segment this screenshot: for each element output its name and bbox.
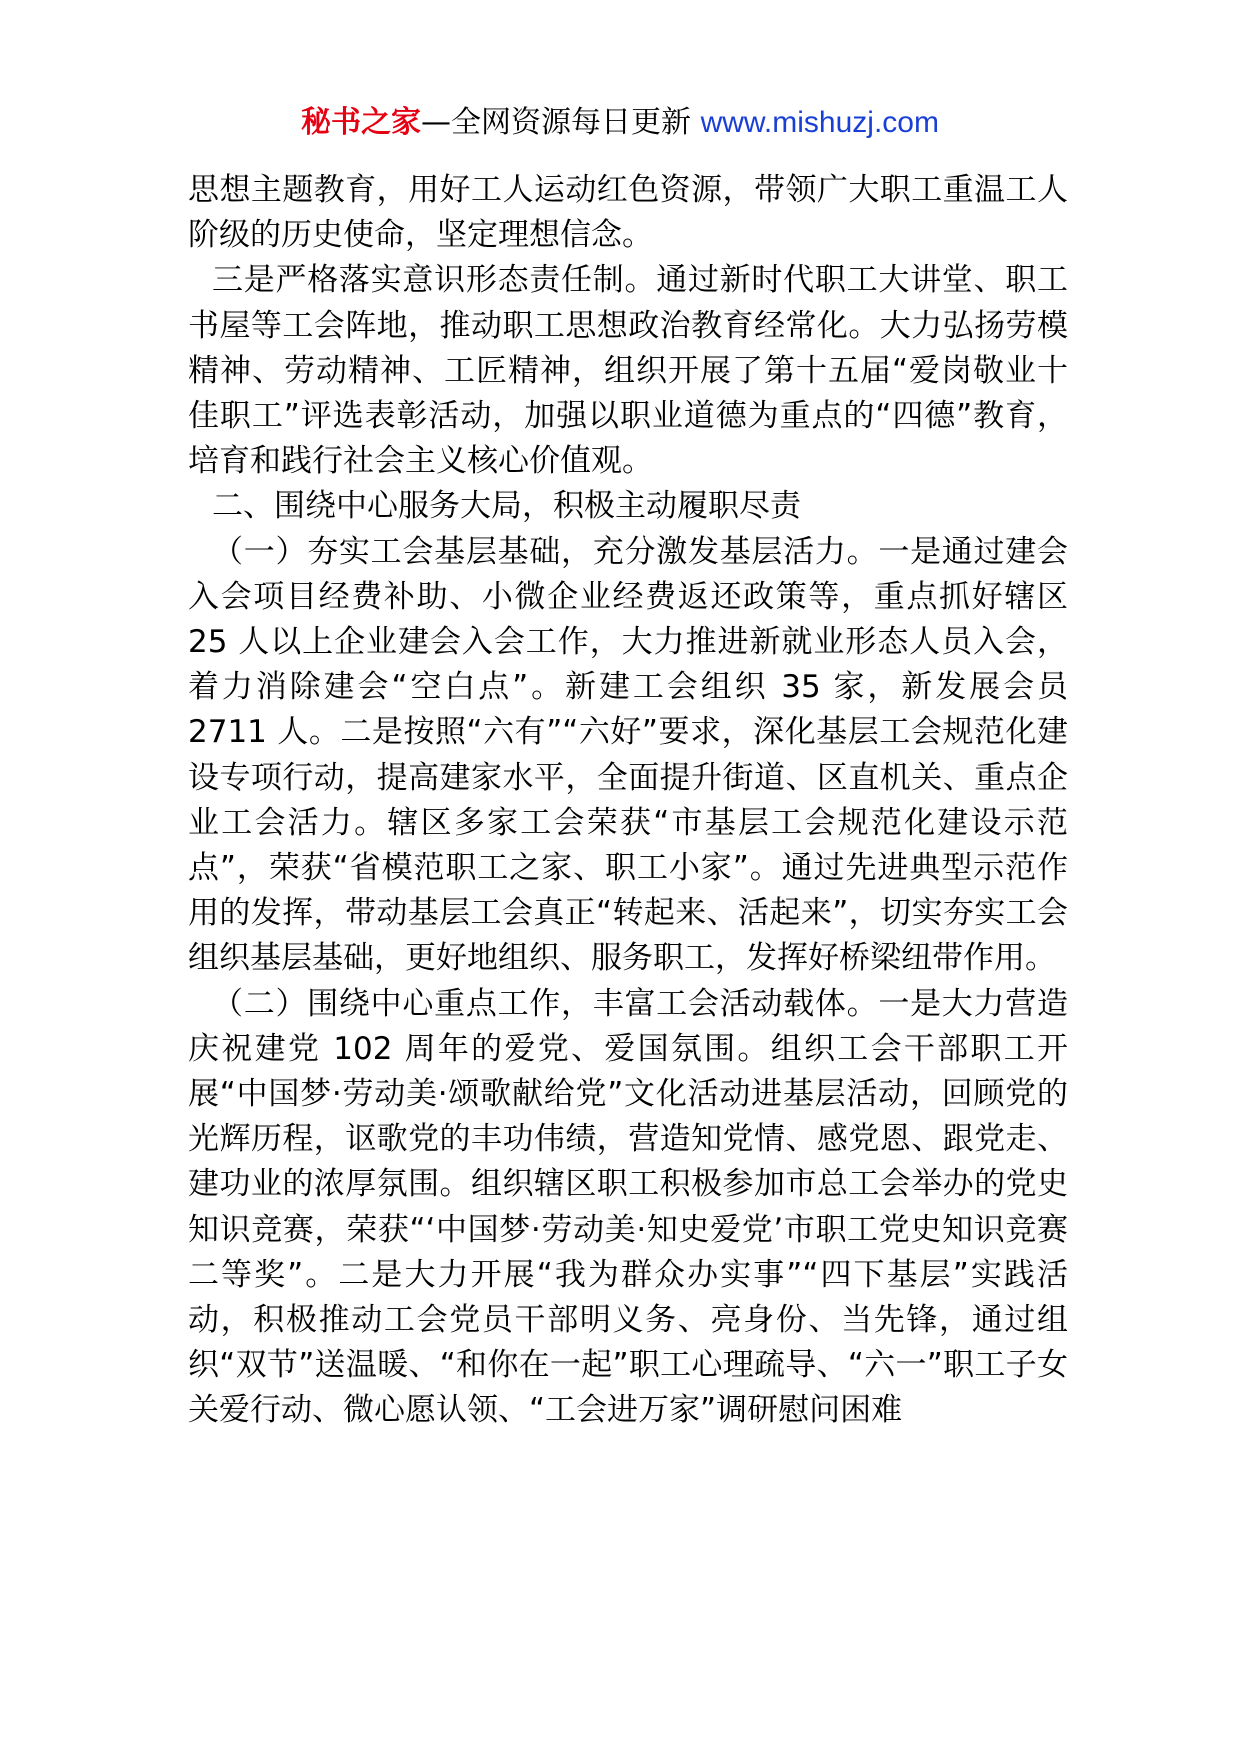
section-heading: 二、围绕中心服务大局，积极主动履职尽责	[212, 488, 801, 525]
paragraph: 思想主题教育，用好工人运动红色资源，带领广大职工重温工人阶级的历史使命，坚定理想信念。	[188, 172, 1068, 254]
paragraph: 三是严格落实意识形态责任制。通过新时代职工大讲堂、职工书屋等工会阵地，推动职工思想政治教育经常化。大力弘扬劳模精神、劳动精神、工匠精神，组织开展了第十五届“爱岗敬业十佳职工”评选表彰活动，加强以职业道德为重点的“四德”教育，培育和践行社会主义核心价值观。	[188, 262, 1068, 480]
header-url-link[interactable]: www.mishuzj.com	[700, 106, 939, 139]
page-header	[0, 100, 1240, 146]
document-body	[188, 168, 1068, 1434]
brand-name: 秘书之家	[301, 105, 422, 140]
paragraph: （一）夯实工会基层基础，充分激发基层活力。一是通过建会入会项目经费补助、小微企业经费返还政策等，重点抓好辖区 25 人以上企业建会入会工作，大力推进新就业形态人员入会，着力消除建会“空白点”。新建工会组织 35 家，新发展会员 2711 人。二是按照“六有”“六好”要求，深化基层工会规范化建设专项行动，提高建家水平，全面提升街道、区直机关、重点企业工会活力。辖区多家工会荣获“市基层工会规范化建设示范点”，荣获“省模范职工之家、职工小家”。通过先进典型示范作用的发挥，带动基层工会真正“转起来、活起来”，切实夯实工会组织基层基础，更好地组织、服务职工，发挥好桥梁纽带作用。	[188, 533, 1068, 977]
header-tagline: —全网资源每日更新	[421, 105, 692, 140]
paragraph: （二）围绕中心重点工作，丰富工会活动载体。一是大力营造庆祝建党 102 周年的爱党、爱国氛围。组织工会干部职工开展“中国梦·劳动美·颂歌献给党”文化活动进基层活动，回顾党的光辉历程，讴歌党的丰功伟绩，营造知党情、感党恩、跟党走、建功业的浓厚氛围。组织辖区职工积极参加市总工会举办的党史知识竞赛，荣获“‘中国梦·劳动美·知史爱党’市职工党史知识竞赛二等奖”。二是大力开展“我为群众办实事”“四下基层”实践活动，积极推动工会党员干部明义务、亮身份、当先锋，通过组织“双节”送温暖、“和你在一起”职工心理疏导、“六一”职工子女关爱行动、微心愿认领、“工会进万家”调研慰问困难	[188, 985, 1068, 1429]
